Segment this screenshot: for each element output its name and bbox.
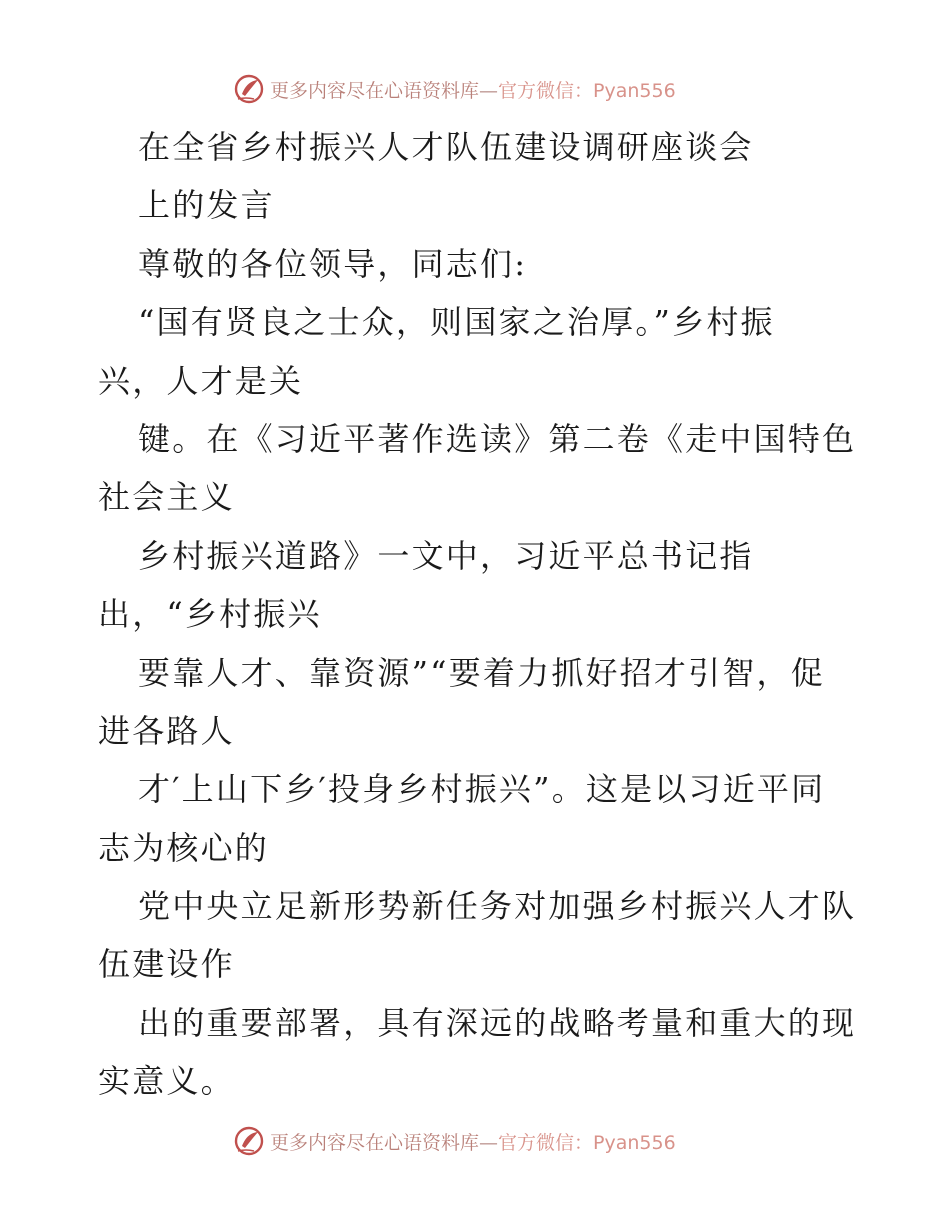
brand-logo-icon (232, 1124, 266, 1158)
watermark-text (270, 76, 676, 103)
body-line: 社会主义 (98, 478, 235, 517)
header-watermark (232, 72, 752, 106)
watermark-suffix: 官方微信：Pyan556 (498, 79, 676, 102)
body-line: 乡村振兴道路》一文中，习近平总书记指 (138, 536, 754, 575)
watermark-prefix: 更多内容尽在心语资料库 (270, 79, 480, 102)
body-line: 要靠人才、靠资源”“要着力抓好招才引智，促 (138, 653, 825, 692)
body-line: 出，“乡村振兴 (98, 595, 322, 634)
watermark-dash: — (479, 79, 499, 102)
salutation: 尊敬的各位领导，同志们: (138, 244, 528, 283)
body-line: 伍建设作 (98, 945, 235, 984)
body-line: 出的重要部署，具有深远的战略考量和重大的现 (138, 1003, 857, 1042)
title-line: 在全省乡村振兴人才队伍建设调研座谈会 (138, 128, 754, 166)
body-line: 兴，人才是关 (98, 361, 304, 400)
watermark-prefix: 更多内容尽在心语资料库 (270, 1131, 480, 1154)
body-line: 才′上山下乡′投身乡村振兴”。这是以习近平同 (138, 770, 826, 809)
watermark-dash: — (479, 1131, 499, 1154)
document-body (98, 118, 858, 1111)
body-line: 志为核心的 (98, 828, 270, 867)
title-line: 上的发言 (138, 186, 275, 225)
body-line: 实意义。 (98, 1062, 235, 1101)
body-line: 党中央立足新形势新任务对加强乡村振兴人才队 (138, 887, 857, 926)
watermark-suffix: 官方微信：Pyan556 (498, 1131, 676, 1154)
body-line: “国有贤良之士众，则国家之治厚。”乡村振 (138, 303, 775, 342)
body-line: 进各路人 (98, 711, 235, 750)
brand-logo-icon (232, 72, 266, 106)
body-line: 键。在《习近平著作选读》第二卷《走中国特色 (138, 419, 857, 458)
footer-watermark (232, 1124, 752, 1158)
watermark-text (270, 1128, 676, 1155)
